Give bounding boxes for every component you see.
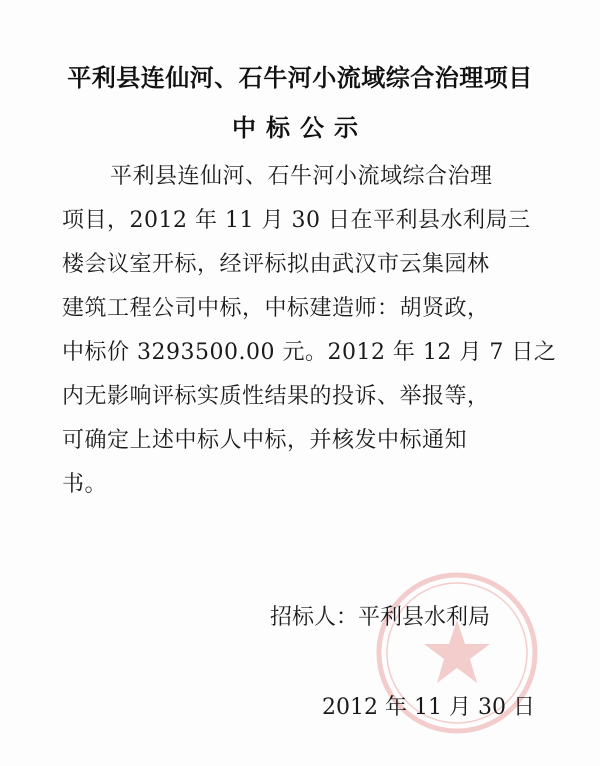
body-line-2: 项目，2012 年 11 月 30 日在平利县水利局三	[62, 208, 531, 233]
body-line-8: 书。	[62, 472, 108, 497]
body-line-6: 内无影响评标实质性结果的投诉、举报等，	[62, 384, 490, 409]
body-line-4: 建筑工程公司中标，中标建造师：胡贤政，	[62, 296, 490, 321]
body-line-5: 中标价 3293500.00 元。2012 年 12 月 7 日之	[62, 340, 557, 365]
tenderer-signature: 招标人：平利县水利局	[270, 605, 491, 630]
document-title: 平利县连仙河、石牛河小流域综合治理项目	[67, 64, 533, 92]
body-line-3: 楼会议室开标，经评标拟由武汉市云集园林	[62, 252, 490, 277]
body-line-1: 平利县连仙河、石牛河小流域综合治理	[110, 164, 493, 189]
notice-date: 2012 年 11 月 30 日	[322, 695, 535, 720]
document-subtitle: 中标公示	[232, 114, 368, 142]
body-line-7: 可确定上述中标人中标，并核发中标通知	[62, 428, 468, 453]
